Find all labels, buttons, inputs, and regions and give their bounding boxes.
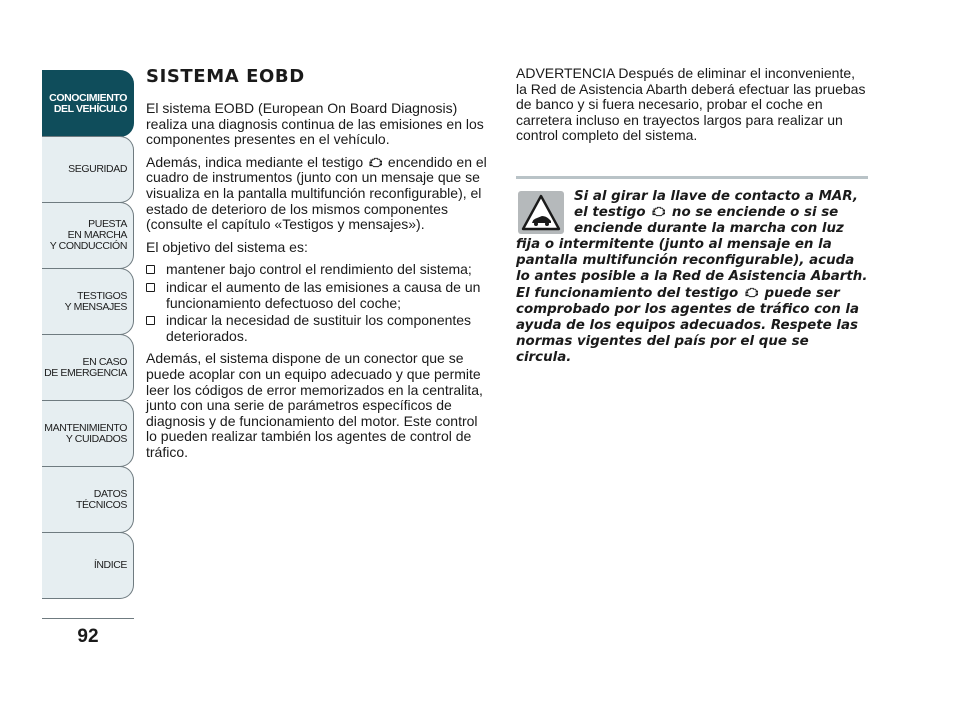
tab-indice[interactable]: ÍNDICE bbox=[42, 532, 134, 599]
warning-text-1-end: no se enciende o si se enciende durante la marcha con luz fija o intermitente (junto al mensaje en la pantalla multifunción reconfigurable), acuda lo antes posible a la Red de Asistencia Abarth. bbox=[516, 205, 868, 285]
checkbox-bullet-icon bbox=[146, 316, 155, 325]
warning-text-1 bbox=[516, 189, 868, 286]
paragraph-connector: Además, el sistema dispone de un conector que se puede acoplar con un equipo adecuado y que permite leer los códigos de error memorizados en la centralita, junto con una serie de parámetros específicos de diagnosis y de funcionamiento del motor. Este control lo pueden realizar también los agentes de control de tráfico. bbox=[146, 350, 483, 460]
page-number: 92 bbox=[77, 626, 99, 647]
list-item bbox=[146, 280, 492, 311]
checkbox-bullet-icon bbox=[146, 283, 155, 292]
engine-warning-icon bbox=[745, 286, 758, 298]
paragraph-intro: El sistema EOBD (European On Board Diagnosis) realiza una diagnosis continua de las emisiones en los componentes presentes en el vehículo. bbox=[146, 100, 484, 148]
warning-box bbox=[516, 189, 868, 366]
paragraph-indicator bbox=[146, 155, 492, 233]
engine-warning-icon bbox=[369, 156, 382, 168]
list-item-text: indicar la necesidad de sustituir los componentes deteriorados. bbox=[166, 312, 472, 344]
chapter-tabs bbox=[42, 70, 134, 599]
warning-text-2-end: puede ser comprobado por los agentes de tráfico con la ayuda de los equipos adecuados. Respete las normas vigentes del país por el que se circula. bbox=[516, 285, 860, 365]
warning-text-1-start: Si al girar la llave de contacto a MAR, el testigo bbox=[574, 188, 858, 221]
tab-seguridad[interactable]: SEGURIDAD bbox=[42, 136, 134, 203]
tab-en-caso-de-emergencia[interactable]: EN CASO DE EMERGENCIA bbox=[42, 334, 134, 401]
page-number-divider bbox=[42, 618, 134, 619]
list-item bbox=[146, 313, 492, 344]
checkbox-bullet-icon bbox=[146, 265, 155, 274]
advertencia-paragraph: ADVERTENCIA Después de eliminar el inconveniente, la Red de Asistencia Abarth deberá efectuar las pruebas de banco y si fuera necesario, probar el coche en carretera incluso en trayectos largos para realizar un control completo del sistema. bbox=[516, 65, 866, 144]
paragraph-indicator-start: Además, indica mediante el testigo bbox=[146, 153, 364, 170]
paragraph-objective: El objetivo del sistema es: bbox=[146, 238, 308, 255]
tab-conocimiento-del-vehiculo[interactable]: CONOCIMIENTO DEL VEHÍCULO bbox=[42, 70, 134, 137]
list-item bbox=[146, 262, 492, 278]
list-item-text: mantener bajo control el rendimiento del sistema; bbox=[166, 261, 472, 278]
tab-puesta-en-marcha[interactable]: PUESTA EN MARCHA Y CONDUCCIÓN bbox=[42, 202, 134, 269]
warning-divider bbox=[516, 176, 868, 179]
tab-datos-tecnicos[interactable]: DATOS TÉCNICOS bbox=[42, 466, 134, 533]
objective-list bbox=[146, 262, 492, 344]
section-heading: SISTEMA EOBD bbox=[146, 66, 305, 87]
eobd-section bbox=[146, 66, 492, 467]
warning-text-2 bbox=[516, 286, 868, 366]
right-column bbox=[516, 66, 868, 366]
tab-mantenimiento-y-cuidados[interactable]: MANTENIMIENTO Y CUIDADOS bbox=[42, 400, 134, 467]
warning-text-2-start: El funcionamiento del testigo bbox=[516, 285, 739, 301]
paragraph-indicator-end: encendido en el cuadro de instrumentos (junto con un mensaje que se visualiza en la pantalla multifunción reconfigurable), el estado de deterioro de los mismos componentes (consulte el capítulo «Testigos y mensajes»). bbox=[146, 153, 487, 233]
list-item-text: indicar el aumento de las emisiones a causa de un funcionamiento defectuoso del coche; bbox=[166, 278, 481, 311]
engine-warning-icon bbox=[652, 205, 665, 217]
tab-testigos-y-mensajes[interactable]: TESTIGOS Y MENSAJES bbox=[42, 268, 134, 335]
warning-triangle-car-icon bbox=[518, 191, 564, 234]
